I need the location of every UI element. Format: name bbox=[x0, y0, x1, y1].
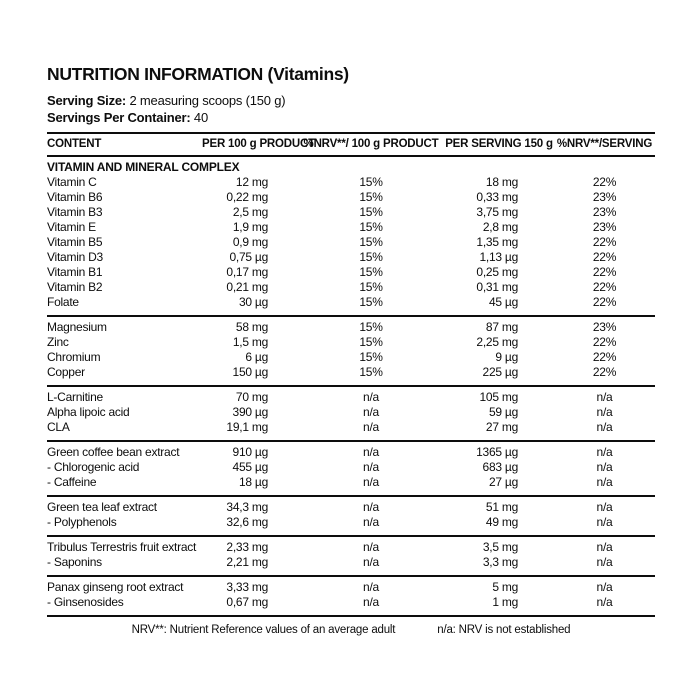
row-name: - Saponins bbox=[47, 555, 102, 569]
value-per-100g: 2,21 mg bbox=[226, 555, 268, 569]
value-per-serving: 0,31 mg bbox=[476, 280, 518, 294]
row-name: Vitamin C bbox=[47, 175, 97, 189]
column-header-per-100g: PER 100 g PRODUCT bbox=[202, 138, 315, 150]
nrv-per-100g: n/a bbox=[363, 405, 379, 419]
table-row bbox=[47, 175, 655, 190]
table-section bbox=[47, 387, 655, 440]
nrv-per-100g: 15% bbox=[359, 365, 383, 379]
table-section bbox=[47, 537, 655, 575]
nrv-per-serving: 22% bbox=[592, 280, 617, 294]
row-name: Green tea leaf extract bbox=[47, 500, 157, 514]
section-title: VITAMIN AND MINERAL COMPLEX bbox=[47, 160, 240, 174]
nrv-per-serving: n/a bbox=[596, 405, 613, 419]
value-per-serving: 1365 µg bbox=[476, 445, 518, 459]
value-per-serving: 9 µg bbox=[495, 350, 518, 364]
row-name: Vitamin D3 bbox=[47, 250, 103, 264]
value-per-100g: 3,33 mg bbox=[226, 580, 268, 594]
row-name: Vitamin B2 bbox=[47, 280, 103, 294]
table-row bbox=[47, 445, 655, 460]
table-row bbox=[47, 515, 655, 530]
value-per-100g: 12 mg bbox=[235, 175, 268, 189]
nrv-per-serving: n/a bbox=[596, 390, 613, 404]
value-per-100g: 2,5 mg bbox=[232, 205, 268, 219]
nrv-per-100g: 15% bbox=[359, 295, 383, 309]
table-row bbox=[47, 390, 655, 405]
nrv-per-serving: 22% bbox=[592, 175, 617, 189]
nrv-per-100g: n/a bbox=[363, 555, 379, 569]
nrv-per-serving: n/a bbox=[596, 555, 613, 569]
table-row bbox=[47, 555, 655, 570]
table-row bbox=[47, 460, 655, 475]
nrv-per-serving: n/a bbox=[596, 445, 613, 459]
nrv-per-100g: 15% bbox=[359, 265, 383, 279]
table-row bbox=[47, 280, 655, 295]
table-row bbox=[47, 580, 655, 595]
row-name: Vitamin E bbox=[47, 220, 96, 234]
nrv-per-100g: n/a bbox=[363, 580, 379, 594]
row-name: Vitamin B3 bbox=[47, 205, 103, 219]
row-name: CLA bbox=[47, 420, 70, 434]
table-section bbox=[47, 157, 655, 315]
value-per-100g: 70 mg bbox=[235, 390, 268, 404]
table-row bbox=[47, 220, 655, 235]
nrv-per-serving: 23% bbox=[592, 320, 617, 334]
table-row bbox=[47, 405, 655, 420]
divider bbox=[47, 615, 655, 617]
value-per-serving: 0,25 mg bbox=[476, 265, 518, 279]
table-section bbox=[47, 317, 655, 385]
nrv-per-100g: n/a bbox=[363, 540, 379, 554]
row-name: Alpha lipoic acid bbox=[47, 405, 130, 419]
table-row bbox=[47, 475, 655, 490]
servings-per-container-label: Servings Per Container: bbox=[47, 110, 191, 125]
column-header-nrv-per-100g: %NRV**/ 100 g PRODUCT bbox=[303, 138, 439, 150]
nrv-per-100g: 15% bbox=[359, 320, 383, 334]
row-name: - Polyphenols bbox=[47, 515, 117, 529]
row-name: Tribulus Terrestris fruit extract bbox=[47, 540, 197, 554]
nrv-per-100g: n/a bbox=[363, 500, 379, 514]
nrv-per-100g: n/a bbox=[363, 445, 379, 459]
table-row bbox=[47, 365, 655, 380]
nrv-per-serving: n/a bbox=[596, 475, 613, 489]
value-per-100g: 910 µg bbox=[232, 445, 268, 459]
nrv-per-100g: 15% bbox=[359, 175, 383, 189]
value-per-serving: 3,75 mg bbox=[476, 205, 518, 219]
nrv-per-100g: 15% bbox=[359, 205, 383, 219]
table-header bbox=[47, 134, 655, 155]
serving-size-label: Serving Size: bbox=[47, 93, 127, 108]
table-row bbox=[47, 235, 655, 250]
serving-size-value: 2 measuring scoops (150 g) bbox=[129, 93, 286, 108]
table-row bbox=[47, 250, 655, 265]
nrv-per-serving: 22% bbox=[592, 365, 617, 379]
value-per-100g: 455 µg bbox=[232, 460, 268, 474]
table-row bbox=[47, 190, 655, 205]
table-row bbox=[47, 320, 655, 335]
value-per-100g: 1,9 mg bbox=[232, 220, 268, 234]
value-per-serving: 1 mg bbox=[492, 595, 518, 609]
nrv-per-serving: n/a bbox=[596, 515, 613, 529]
nrv-per-100g: n/a bbox=[363, 595, 379, 609]
value-per-serving: 3,5 mg bbox=[482, 540, 518, 554]
nrv-per-100g: 15% bbox=[359, 350, 383, 364]
nrv-per-serving: 23% bbox=[592, 220, 617, 234]
value-per-serving: 45 µg bbox=[488, 295, 518, 309]
page-title: NUTRITION INFORMATION (Vitamins) bbox=[47, 64, 349, 84]
row-name: Green coffee bean extract bbox=[47, 445, 180, 459]
nrv-per-100g: 15% bbox=[359, 220, 383, 234]
column-header-per-serving: PER SERVING 150 g bbox=[445, 138, 553, 150]
value-per-100g: 0,75 µg bbox=[229, 250, 268, 264]
table-row bbox=[47, 540, 655, 555]
table-row bbox=[47, 265, 655, 280]
row-name: Vitamin B5 bbox=[47, 235, 103, 249]
value-per-serving: 27 mg bbox=[485, 420, 518, 434]
nrv-per-serving: n/a bbox=[596, 420, 613, 434]
table-section bbox=[47, 497, 655, 535]
nrv-per-100g: n/a bbox=[363, 475, 379, 489]
value-per-100g: 0,21 mg bbox=[226, 280, 268, 294]
table-row bbox=[47, 500, 655, 515]
footnotes bbox=[47, 624, 655, 636]
table-row bbox=[47, 335, 655, 350]
value-per-100g: 0,22 mg bbox=[226, 190, 268, 204]
value-per-serving: 1,13 µg bbox=[479, 250, 518, 264]
nrv-per-serving: 22% bbox=[592, 295, 617, 309]
nrv-per-100g: 15% bbox=[359, 335, 383, 349]
value-per-100g: 30 µg bbox=[238, 295, 268, 309]
row-name: Chromium bbox=[47, 350, 101, 364]
table-row bbox=[47, 295, 655, 310]
row-name: Magnesium bbox=[47, 320, 107, 334]
value-per-100g: 150 µg bbox=[232, 365, 268, 379]
nrv-per-serving: n/a bbox=[596, 595, 613, 609]
value-per-100g: 34,3 mg bbox=[226, 500, 268, 514]
value-per-serving: 27 µg bbox=[488, 475, 518, 489]
row-name: Panax ginseng root extract bbox=[47, 580, 184, 594]
value-per-serving: 105 mg bbox=[479, 390, 518, 404]
table-section bbox=[47, 577, 655, 615]
na-footnote: n/a: NRV is not established bbox=[437, 624, 571, 636]
value-per-serving: 225 µg bbox=[482, 365, 518, 379]
value-per-serving: 0,33 mg bbox=[476, 190, 518, 204]
nrv-per-100g: 15% bbox=[359, 280, 383, 294]
row-name: Folate bbox=[47, 295, 79, 309]
value-per-100g: 2,33 mg bbox=[226, 540, 268, 554]
value-per-100g: 6 µg bbox=[245, 350, 268, 364]
value-per-serving: 1,35 mg bbox=[476, 235, 518, 249]
nrv-per-100g: n/a bbox=[363, 460, 379, 474]
table-row bbox=[47, 595, 655, 610]
row-name: Copper bbox=[47, 365, 85, 379]
nrv-per-100g: 15% bbox=[359, 250, 383, 264]
value-per-serving: 51 mg bbox=[485, 500, 518, 514]
nrv-per-serving: n/a bbox=[596, 580, 613, 594]
value-per-serving: 2,25 mg bbox=[476, 335, 518, 349]
table-body bbox=[47, 157, 655, 617]
value-per-100g: 390 µg bbox=[232, 405, 268, 419]
nrv-per-100g: 15% bbox=[359, 235, 383, 249]
value-per-serving: 59 µg bbox=[488, 405, 518, 419]
nrv-per-serving: n/a bbox=[596, 460, 613, 474]
value-per-100g: 58 mg bbox=[235, 320, 268, 334]
serving-size-line bbox=[47, 92, 655, 109]
nrv-per-serving: 22% bbox=[592, 235, 617, 249]
value-per-100g: 0,17 mg bbox=[226, 265, 268, 279]
nrv-footnote: NRV**: Nutrient Reference values of an average adult bbox=[131, 624, 396, 636]
row-name: Vitamin B1 bbox=[47, 265, 103, 279]
value-per-serving: 683 µg bbox=[482, 460, 518, 474]
nrv-per-serving: 22% bbox=[592, 250, 617, 264]
nrv-per-100g: n/a bbox=[363, 420, 379, 434]
nrv-per-serving: 22% bbox=[592, 265, 617, 279]
value-per-100g: 0,67 mg bbox=[226, 595, 268, 609]
table-row bbox=[47, 205, 655, 220]
row-name: Zinc bbox=[47, 335, 69, 349]
row-name: - Chlorogenic acid bbox=[47, 460, 140, 474]
row-name: L-Carnitine bbox=[47, 390, 103, 404]
value-per-serving: 18 mg bbox=[485, 175, 518, 189]
column-header-content: CONTENT bbox=[47, 138, 102, 150]
servings-per-container-line bbox=[47, 109, 655, 126]
servings-per-container-value: 40 bbox=[193, 110, 208, 125]
row-name: Vitamin B6 bbox=[47, 190, 103, 204]
nrv-per-serving: n/a bbox=[596, 500, 613, 514]
value-per-serving: 5 mg bbox=[492, 580, 518, 594]
value-per-serving: 49 mg bbox=[485, 515, 518, 529]
value-per-serving: 3,3 mg bbox=[482, 555, 518, 569]
nrv-per-serving: 22% bbox=[592, 350, 617, 364]
nrv-per-serving: 22% bbox=[592, 335, 617, 349]
value-per-serving: 87 mg bbox=[485, 320, 518, 334]
table-row bbox=[47, 420, 655, 435]
nrv-per-100g: 15% bbox=[359, 190, 383, 204]
nrv-per-serving: n/a bbox=[596, 540, 613, 554]
nrv-per-serving: 23% bbox=[592, 190, 617, 204]
nrv-per-100g: n/a bbox=[363, 390, 379, 404]
row-name: - Caffeine bbox=[47, 475, 97, 489]
value-per-100g: 1,5 mg bbox=[232, 335, 268, 349]
nrv-per-serving: 23% bbox=[592, 205, 617, 219]
value-per-serving: 2,8 mg bbox=[482, 220, 518, 234]
nrv-per-100g: n/a bbox=[363, 515, 379, 529]
value-per-100g: 18 µg bbox=[238, 475, 268, 489]
value-per-100g: 0,9 mg bbox=[232, 235, 268, 249]
column-header-nrv-per-serving: %NRV**/SERVING bbox=[556, 138, 653, 150]
value-per-100g: 32,6 mg bbox=[226, 515, 268, 529]
table-section bbox=[47, 442, 655, 495]
row-name: - Ginsenosides bbox=[47, 595, 124, 609]
table-row bbox=[47, 350, 655, 365]
value-per-100g: 19,1 mg bbox=[226, 420, 268, 434]
